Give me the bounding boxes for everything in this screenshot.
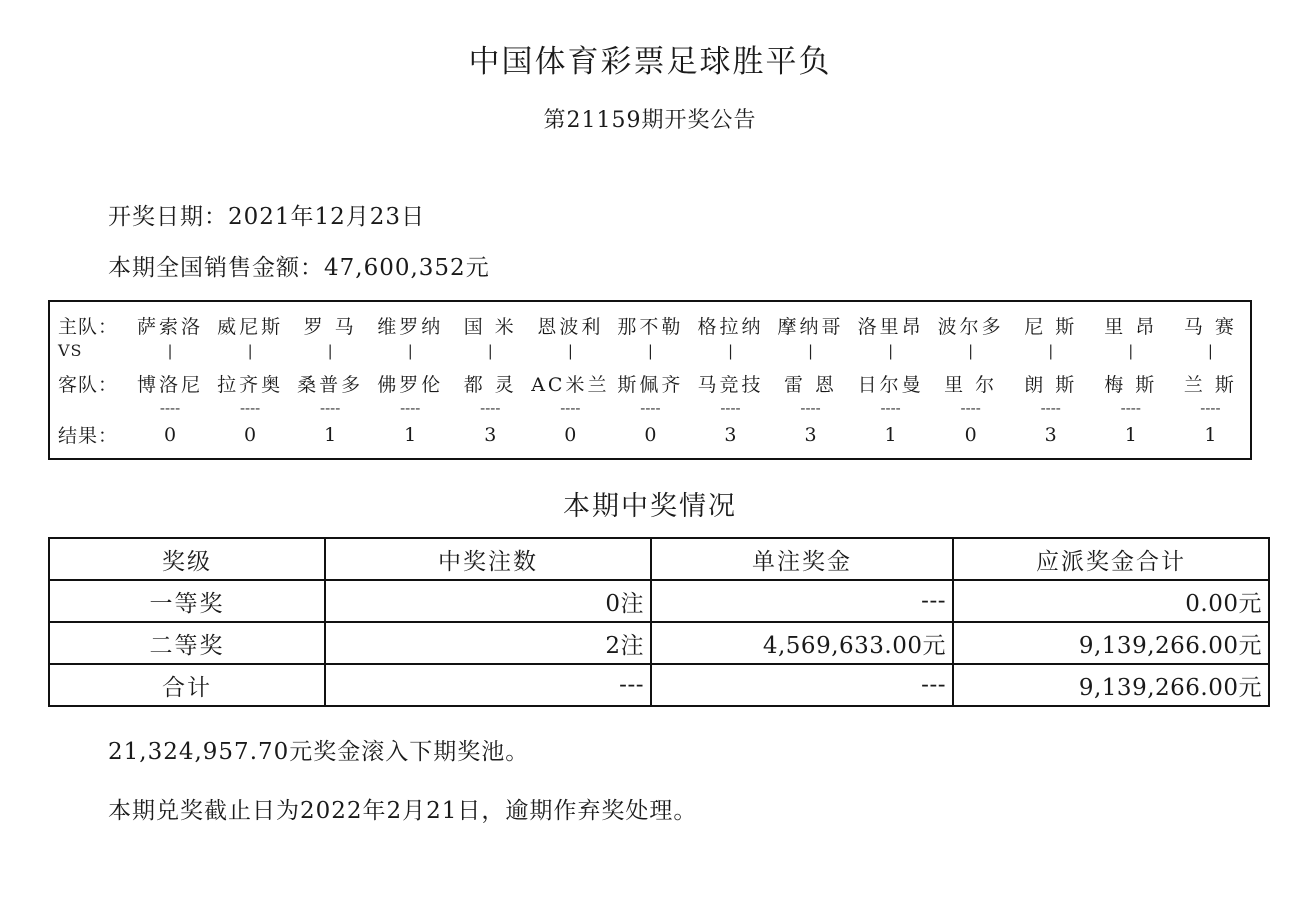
match-result: 1 <box>324 423 337 446</box>
away-team: 桑普多 <box>297 374 364 396</box>
dash-mark: ---- <box>640 399 661 417</box>
home-team: 波尔多 <box>937 316 1004 338</box>
away-team: 博洛尼 <box>137 374 204 396</box>
vs-mark: | <box>1048 341 1054 360</box>
vs-mark: | <box>327 341 333 360</box>
rollover-note: 21,324,957.70元奖金滚入下期奖池。 <box>108 739 530 765</box>
divider-row-label <box>49 399 130 419</box>
away-team: 梅 斯 <box>1104 374 1158 396</box>
vs-mark: | <box>1128 341 1134 360</box>
prize-header-per-bet: 单注奖金 <box>651 538 953 580</box>
prize-per-bet: --- <box>651 580 953 622</box>
match-result: 3 <box>484 423 497 446</box>
prize-count: 0注 <box>325 580 651 622</box>
vs-mark: | <box>1207 341 1213 360</box>
away-team: 朗 斯 <box>1024 374 1078 396</box>
prize-total: 9,139,266.00元 <box>953 622 1269 664</box>
prize-header-level: 奖级 <box>49 538 325 580</box>
vs-mark: | <box>247 341 253 360</box>
vs-mark: | <box>487 341 493 360</box>
draw-date-line: 开奖日期：2021年12月23日 <box>108 204 426 230</box>
home-team: 洛里昂 <box>857 316 924 338</box>
vs-mark: | <box>407 341 413 360</box>
match-result: 0 <box>964 423 977 446</box>
match-result: 1 <box>1204 423 1217 446</box>
prize-level: 一等奖 <box>49 580 325 622</box>
table-row <box>49 664 1269 706</box>
prize-total: 9,139,266.00元 <box>953 664 1269 706</box>
page-title: 中国体育彩票足球胜平负 <box>468 44 832 80</box>
home-team: 维罗纳 <box>377 316 444 338</box>
matches-table <box>48 300 1252 460</box>
away-team: 拉齐奥 <box>217 374 284 396</box>
matches-table-wrapper <box>0 300 1300 460</box>
match-result: 1 <box>404 423 417 446</box>
matches-divider-row <box>49 399 1251 419</box>
matches-vs-row <box>49 341 1251 360</box>
home-team: 萨索洛 <box>137 316 204 338</box>
matches-away-row <box>49 360 1251 399</box>
home-team: 威尼斯 <box>217 316 284 338</box>
home-team: 国 米 <box>463 316 517 338</box>
vs-mark: | <box>808 341 814 360</box>
home-team: 那不勒 <box>617 316 684 338</box>
away-team: 兰 斯 <box>1183 374 1237 396</box>
page-subtitle: 第21159期开奖公告 <box>543 108 757 133</box>
vs-mark: | <box>727 341 733 360</box>
away-team: 佛罗伦 <box>377 374 444 396</box>
vs-mark: | <box>888 341 894 360</box>
sales-amount-line: 本期全国销售金额：47,600,352元 <box>108 255 490 281</box>
section-heading: 本期中奖情况 <box>563 491 737 522</box>
dash-mark: ---- <box>480 399 501 417</box>
match-result: 0 <box>564 423 577 446</box>
meta-block <box>0 198 1300 282</box>
matches-home-row <box>49 301 1251 341</box>
table-row <box>49 622 1269 664</box>
home-team: 罗 马 <box>303 316 357 338</box>
home-team: 里 昂 <box>1104 316 1158 338</box>
prize-level: 合计 <box>49 664 325 706</box>
lottery-announcement-page <box>0 36 1300 912</box>
dash-mark: ---- <box>1120 399 1141 417</box>
prize-table-wrapper <box>0 537 1300 707</box>
prize-header-total: 应派奖金合计 <box>953 538 1269 580</box>
dash-mark: ---- <box>960 399 981 417</box>
table-row <box>49 580 1269 622</box>
match-result: 0 <box>244 423 257 446</box>
match-result: 1 <box>1124 423 1137 446</box>
deadline-note: 本期兑奖截止日为2022年2月21日，逾期作弃奖处理。 <box>108 798 698 824</box>
away-team: AC米兰 <box>531 374 610 396</box>
dash-mark: ---- <box>1200 399 1221 417</box>
vs-mark: | <box>968 341 974 360</box>
result-row-label: 结果： <box>58 425 119 447</box>
prize-per-bet: 4,569,633.00元 <box>651 622 953 664</box>
home-team: 尼 斯 <box>1024 316 1078 338</box>
dash-mark: ---- <box>720 399 741 417</box>
prize-count: --- <box>325 664 651 706</box>
dash-mark: ---- <box>880 399 901 417</box>
match-result: 1 <box>884 423 897 446</box>
prize-total: 0.00元 <box>953 580 1269 622</box>
away-team: 马竞技 <box>697 374 764 396</box>
vs-row-label: VS <box>58 341 83 360</box>
away-team: 雷 恩 <box>784 374 838 396</box>
away-team: 日尔曼 <box>857 374 924 396</box>
dash-mark: ---- <box>400 399 421 417</box>
match-result: 3 <box>1044 423 1057 446</box>
match-result: 0 <box>163 423 177 446</box>
prize-header-count: 中奖注数 <box>325 538 651 580</box>
away-team: 斯佩齐 <box>617 374 684 396</box>
away-team: 都 灵 <box>463 374 517 396</box>
dash-mark: ---- <box>239 399 261 417</box>
prize-table <box>48 537 1270 707</box>
home-team: 马 赛 <box>1183 316 1237 338</box>
dash-mark: ---- <box>320 399 341 417</box>
vs-mark: | <box>567 341 573 360</box>
home-row-label: 主队： <box>58 316 119 338</box>
home-team: 摩纳哥 <box>777 316 844 338</box>
match-result: 3 <box>724 423 737 446</box>
dash-mark: ---- <box>1040 399 1061 417</box>
matches-result-row <box>49 419 1251 459</box>
dash-mark: ---- <box>800 399 821 417</box>
vs-mark: | <box>167 341 173 360</box>
home-team: 恩波利 <box>537 316 604 338</box>
dash-mark: ---- <box>159 399 181 417</box>
dash-mark: ---- <box>560 399 581 417</box>
match-result: 3 <box>804 423 817 446</box>
away-team: 里 尔 <box>944 374 998 396</box>
match-result: 0 <box>644 423 657 446</box>
prize-count: 2注 <box>325 622 651 664</box>
away-row-label: 客队： <box>58 374 119 396</box>
home-team: 格拉纳 <box>697 316 764 338</box>
prize-level: 二等奖 <box>49 622 325 664</box>
prize-header-row <box>49 538 1269 580</box>
prize-per-bet: --- <box>651 664 953 706</box>
vs-mark: | <box>647 341 653 360</box>
